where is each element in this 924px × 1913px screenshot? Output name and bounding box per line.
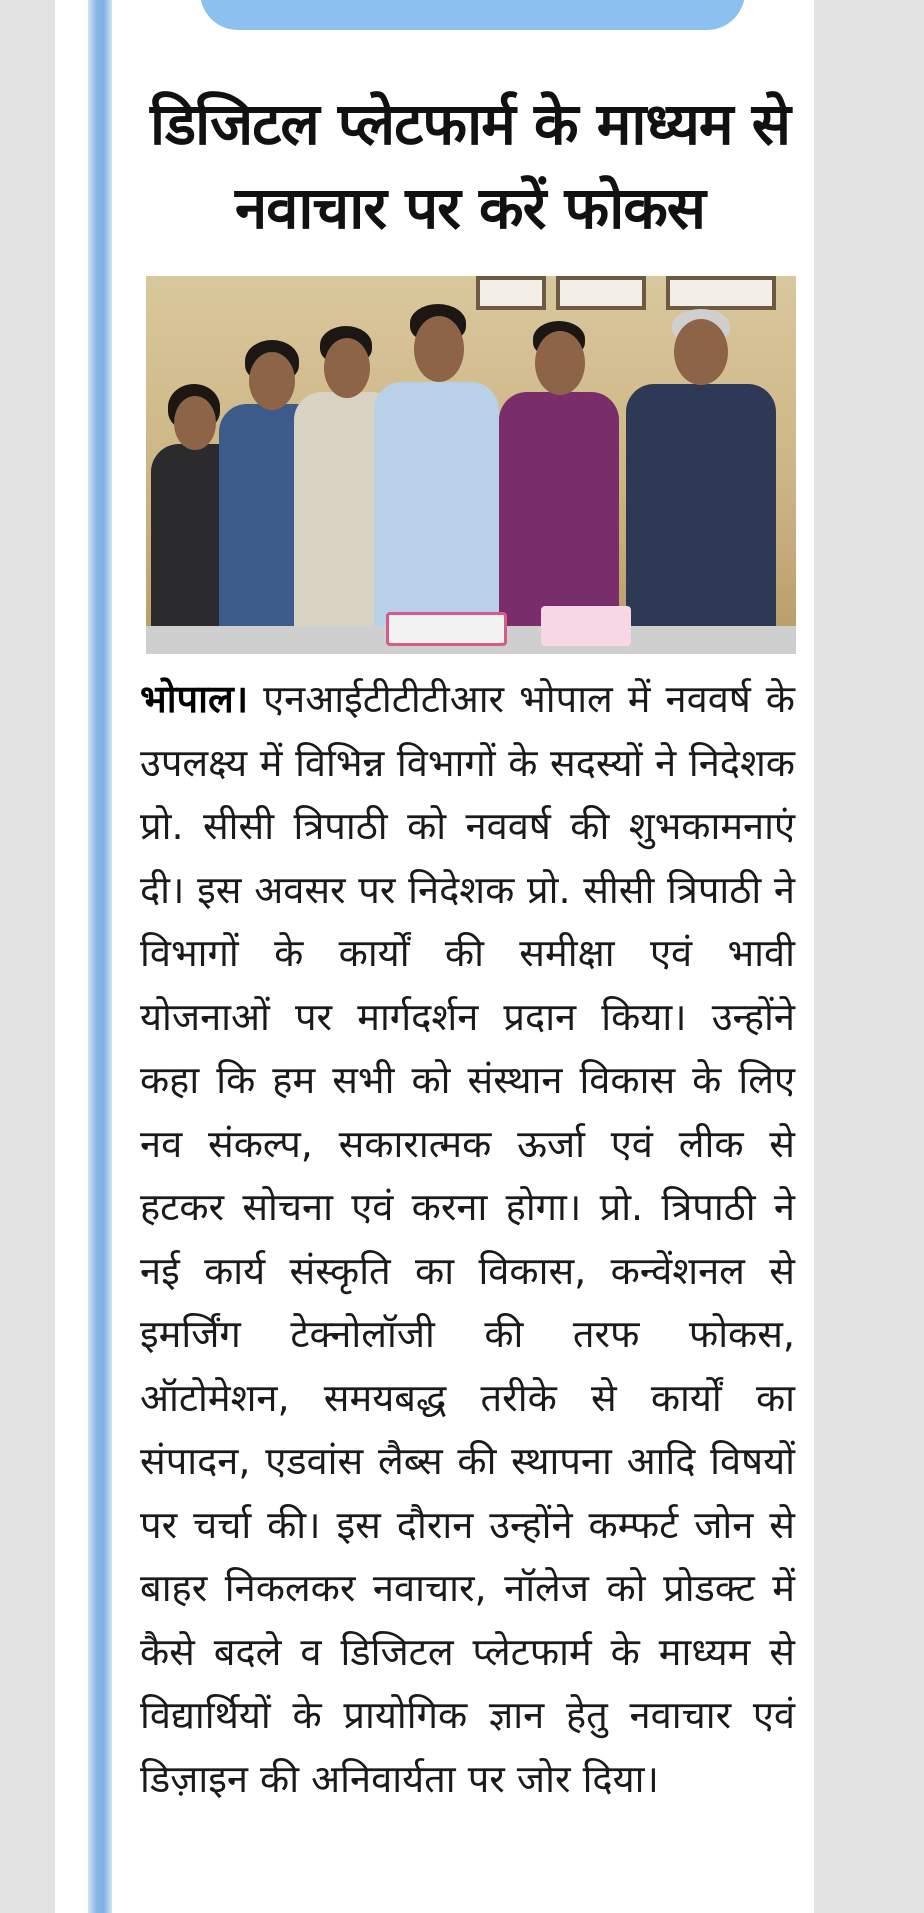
- person-figure: [491, 319, 626, 654]
- dateline: भोपाल।: [140, 677, 249, 721]
- top-banner-shape: [200, 0, 745, 30]
- article-photo: [146, 276, 796, 654]
- person-figure: [616, 309, 781, 654]
- headline: डिजिटल प्लेटफार्म के माध्यम से नवाचार पर करें फोकस: [150, 90, 790, 242]
- left-margin: [0, 0, 55, 1913]
- column-divider: [88, 0, 112, 1913]
- right-margin: [814, 0, 924, 1913]
- article-body: [140, 668, 795, 1811]
- wall-frame: [666, 276, 776, 310]
- gift-box: [386, 612, 507, 646]
- article-body-text: एनआईटीटीटीआर भोपाल में नववर्ष के उपलक्ष्य में विभिन्न विभागों के सदस्यों ने निदेशक प्रो. सीसी त्रिपाठी को नववर्ष की शुभकामनाएं दी। इस अवसर पर निदेशक प्रो. सीसी त्रिपाठी ने विभागों के कार्यों की समीक्षा एवं भावी योजनाओं पर मार्गदर्शन प्रदान किया। उन्होंने कहा कि हम सभी को संस्थान विकास के लिए नव संकल्प, सकारात्मक ऊर्जा एवं लीक से हटकर सोचना एवं करना होगा। प्रो. त्रिपाठी ने नई कार्य संस्कृति का विकास, कन्वेंशनल से इमर्जिंग टेक्नोलॉजी की तरफ फोकस, ऑटोमेशन, समयबद्ध तरीके से कार्यों का संपादन, एडवांस लैब्स की स्थापना आदि विषयों पर चर्चा की। इस दौरान उन्होंने कम्फर्ट जोन से बाहर निकलकर नवाचार, नॉलेज को प्रोडक्ट में कैसे बदले व डिजिटल प्लेटफार्म के माध्यम से विद्यार्थियों के प्रायोगिक ज्ञान हेतु नवाचार एवं डिज़ाइन की अनिवार्यता पर जोर दिया।: [140, 677, 795, 1801]
- gift-box: [541, 606, 631, 646]
- wall-frame: [556, 276, 646, 310]
- person-figure: [366, 304, 506, 654]
